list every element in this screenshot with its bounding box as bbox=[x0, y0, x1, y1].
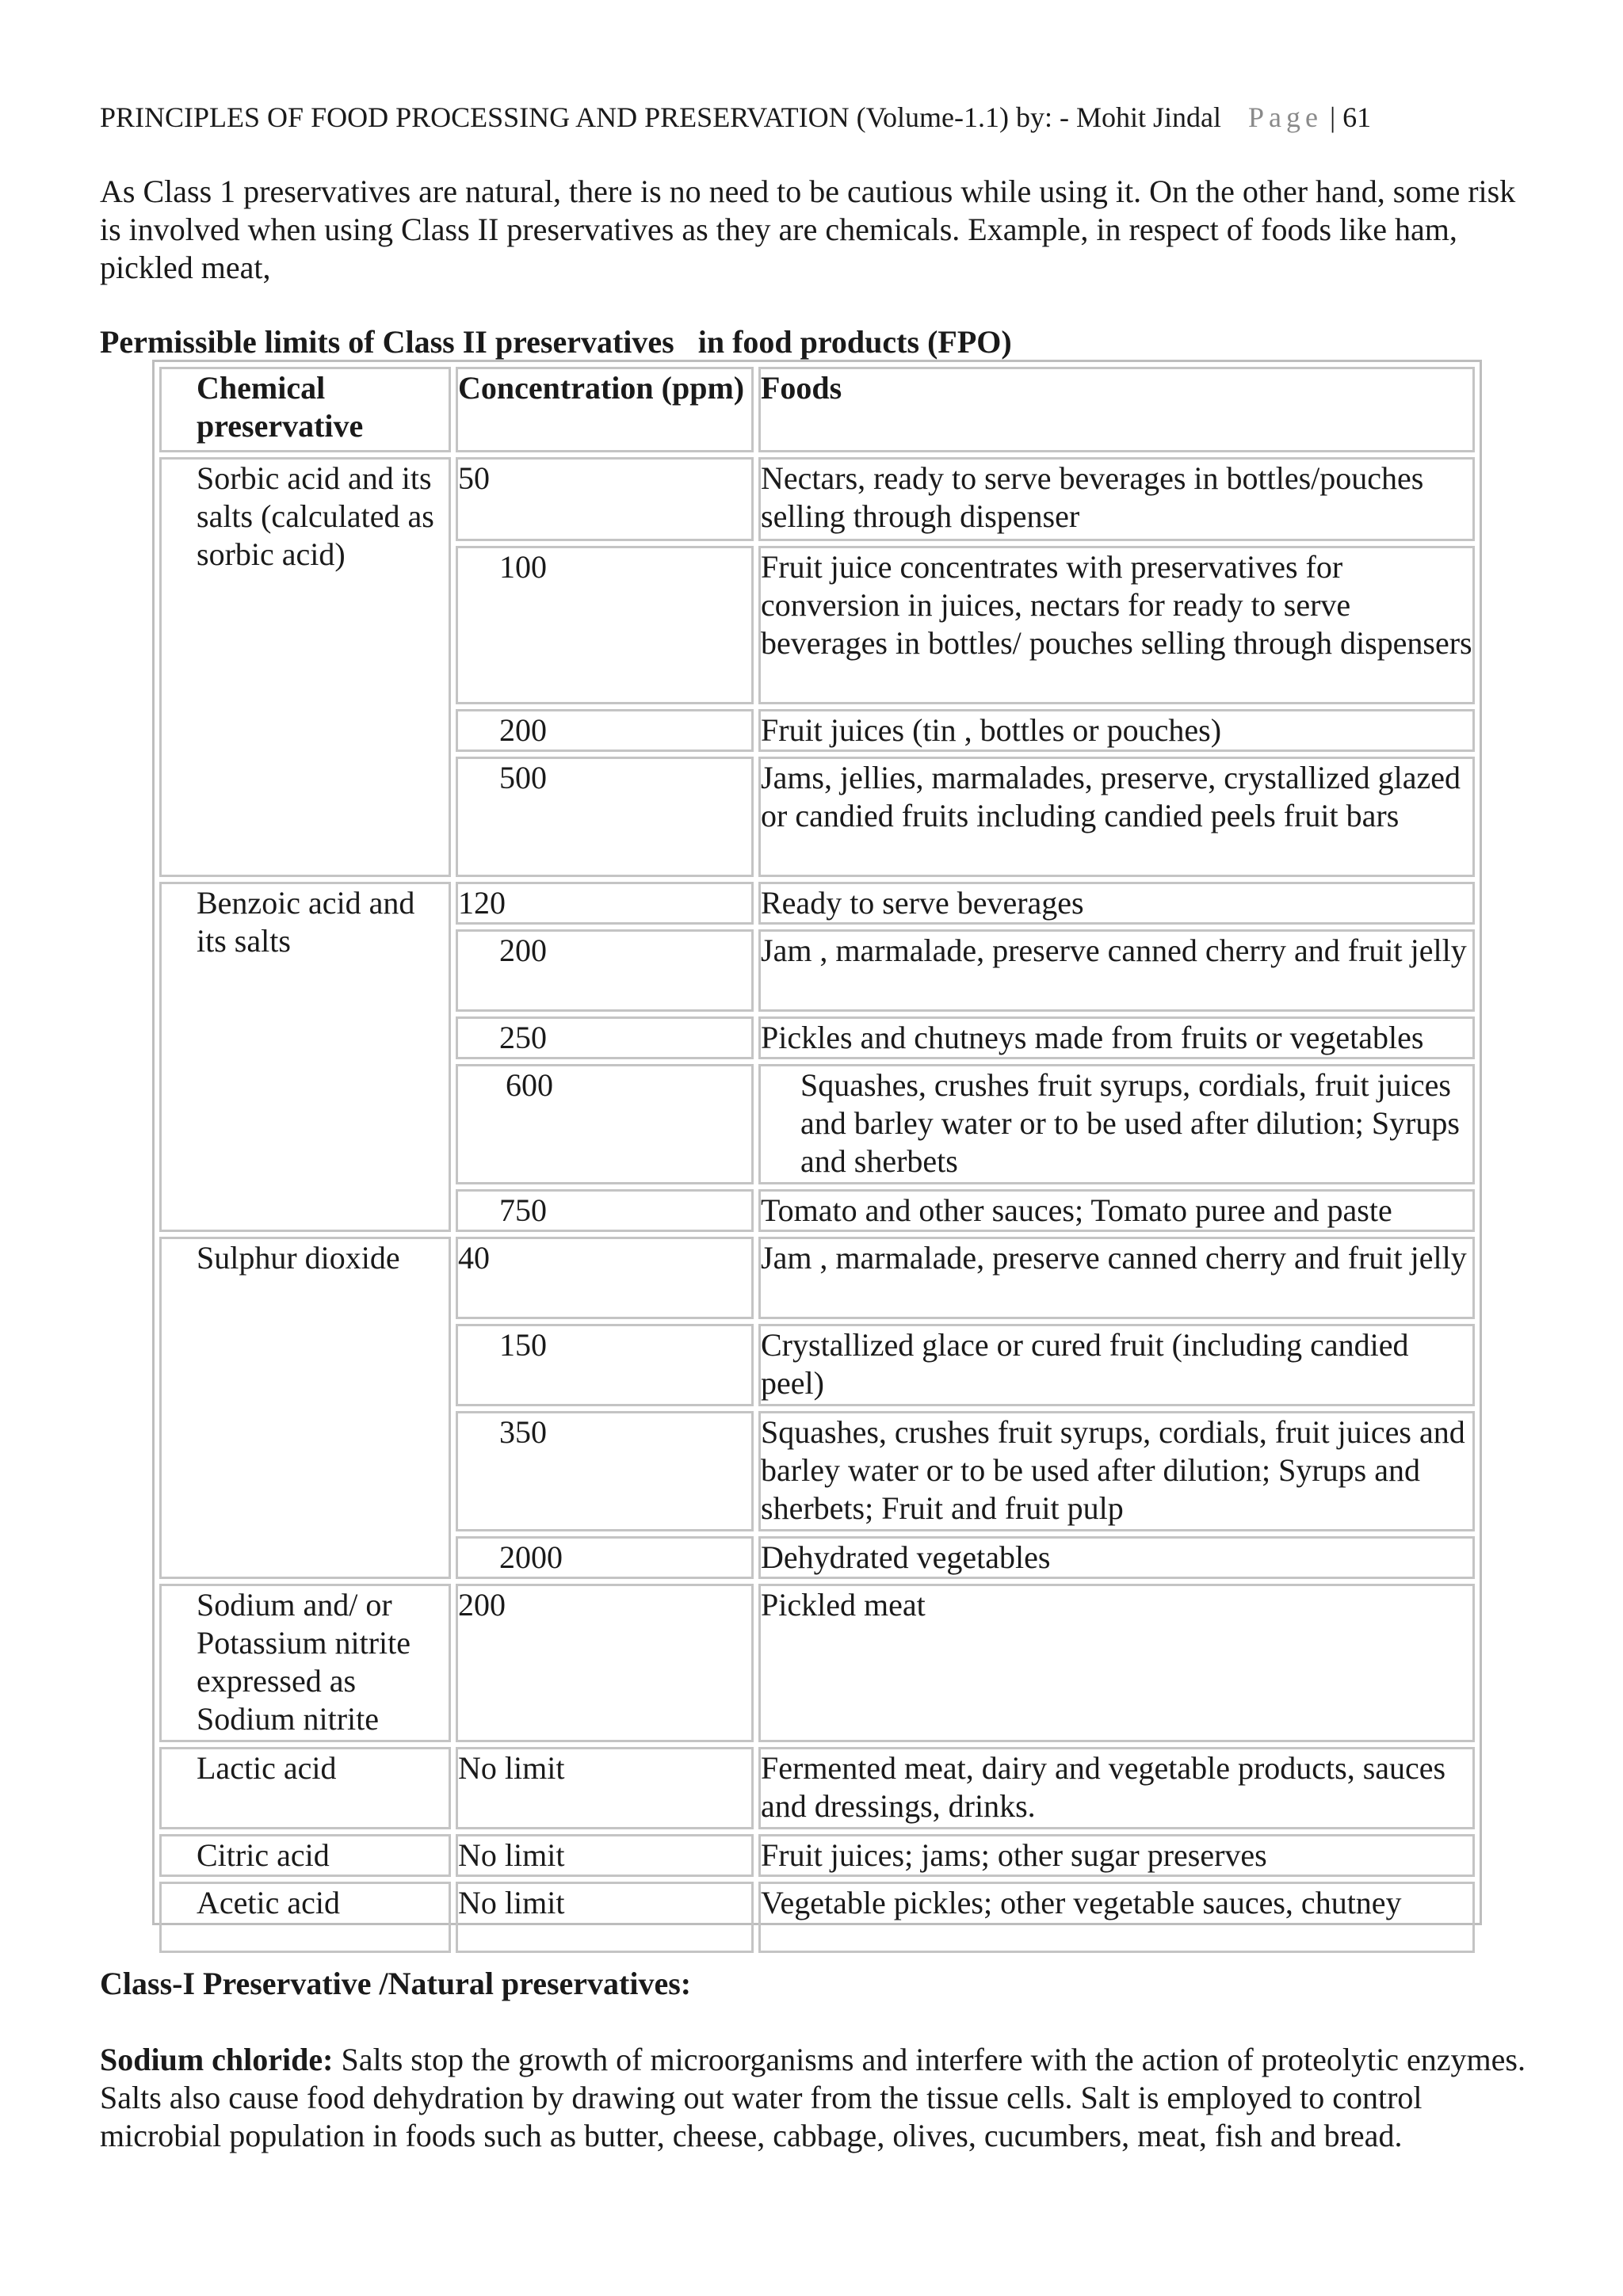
concentration-cell: No limit bbox=[456, 1834, 754, 1877]
chemical-cell: Acetic acid bbox=[159, 1882, 451, 1953]
header-chemical: Chemical preservative bbox=[159, 367, 451, 452]
foods-cell: Fruit juices; jams; other sugar preserves bbox=[758, 1834, 1475, 1877]
concentration-cell: 120 bbox=[456, 882, 754, 925]
concentration-cell: 750 bbox=[456, 1189, 754, 1232]
header-concentration: Concentration (ppm) bbox=[456, 367, 754, 452]
concentration-cell: No limit bbox=[456, 1882, 754, 1953]
header-title: PRINCIPLES OF FOOD PROCESSING AND PRESERVATION (Volume-1.1) by: - Mohit Jindal bbox=[100, 101, 1221, 133]
header-page-number: 61 bbox=[1342, 101, 1372, 133]
foods-cell: Dehydrated vegetables bbox=[758, 1536, 1475, 1579]
preservatives-table bbox=[155, 362, 1480, 1958]
table-row bbox=[159, 882, 1475, 925]
foods-cell: Jams, jellies, marmalades, preserve, crystallized glazed or candied fruits including candied peels fruit bars bbox=[758, 757, 1475, 877]
chemical-cell: Lactic acid bbox=[159, 1747, 451, 1829]
concentration-cell: 2000 bbox=[456, 1536, 754, 1579]
foods-cell: Pickles and chutneys made from fruits or vegetables bbox=[758, 1016, 1475, 1059]
foods-cell: Fruit juices (tin , bottles or pouches) bbox=[758, 709, 1475, 752]
foods-cell: Crystallized glace or cured fruit (including candied peel) bbox=[758, 1324, 1475, 1406]
foods-cell: Jam , marmalade, preserve canned cherry and fruit jelly bbox=[758, 1237, 1475, 1319]
foods-cell: Tomato and other sauces; Tomato puree and paste bbox=[758, 1189, 1475, 1232]
concentration-cell: No limit bbox=[456, 1747, 754, 1829]
table-caption: Permissible limits of Class II preservatives in food products (FPO) bbox=[100, 324, 1012, 360]
concentration-cell: 600 bbox=[456, 1064, 754, 1184]
paragraph-text: Salts stop the growth of microorganisms and interfere with the action of proteolytic enzymes. Salts also cause food dehydration by drawing out water from the tissue cells. Salt is employed to control microbial population in foods such as butter, cheese, cabbage, olives, cucumbers, meat, fish and bread. bbox=[100, 2042, 1526, 2153]
concentration-cell: 100 bbox=[456, 546, 754, 704]
foods-cell: Squashes, crushes fruit syrups, cordials, fruit juices and barley water or to be used after dilution; Syrups and sherbets; Fruit and fruit pulp bbox=[758, 1411, 1475, 1531]
foods-cell: Nectars, ready to serve beverages in bottles/pouches selling through dispenser bbox=[758, 457, 1475, 541]
sodium-chloride-paragraph bbox=[100, 2041, 1526, 2155]
chemical-cell: Sorbic acid and its salts (calculated as sorbic acid) bbox=[159, 457, 451, 877]
page-header bbox=[100, 100, 1526, 135]
foods-cell: Jam , marmalade, preserve canned cherry and fruit jelly bbox=[758, 929, 1475, 1012]
concentration-cell: 200 bbox=[456, 709, 754, 752]
intro-paragraph: As Class 1 preservatives are natural, there is no need to be cautious while using it. On the other hand, some risk is involved when using Class II preservatives as they are chemicals. Example, in respect of foods like ham, pickled meat, bbox=[100, 174, 1516, 285]
foods-cell: Squashes, crushes fruit syrups, cordials, fruit juices and barley water or to be used after dilution; Syrups and sherbets bbox=[758, 1064, 1475, 1184]
chemical-cell: Citric acid bbox=[159, 1834, 451, 1877]
chemical-cell: Benzoic acid and its salts bbox=[159, 882, 451, 1232]
foods-cell: Fruit juice concentrates with preservatives for conversion in juices, nectars for ready to serve beverages in bottles/ pouches selling through dispensers bbox=[758, 546, 1475, 704]
table-row bbox=[159, 1584, 1475, 1742]
foods-cell: Ready to serve beverages bbox=[758, 882, 1475, 925]
header-separator: | bbox=[1329, 101, 1336, 133]
chemical-cell: Sodium and/ or Potassium nitrite expressed as Sodium nitrite bbox=[159, 1584, 451, 1742]
concentration-cell: 500 bbox=[456, 757, 754, 877]
concentration-cell: 200 bbox=[456, 1584, 754, 1742]
paragraph-term: Sodium chloride: bbox=[100, 2042, 334, 2077]
concentration-cell: 200 bbox=[456, 929, 754, 1012]
header-page-word: Page bbox=[1247, 101, 1323, 133]
table-row bbox=[159, 457, 1475, 541]
table-row bbox=[159, 1882, 1475, 1953]
header-foods: Foods bbox=[758, 367, 1475, 452]
preservatives-table-frame bbox=[152, 360, 1482, 1925]
table-row bbox=[159, 1747, 1475, 1829]
concentration-cell: 50 bbox=[456, 457, 754, 541]
table-header-row bbox=[159, 367, 1475, 452]
concentration-cell: 150 bbox=[456, 1324, 754, 1406]
chemical-cell: Sulphur dioxide bbox=[159, 1237, 451, 1579]
concentration-cell: 40 bbox=[456, 1237, 754, 1319]
concentration-cell: 250 bbox=[456, 1016, 754, 1059]
concentration-cell: 350 bbox=[456, 1411, 754, 1531]
foods-cell: Pickled meat bbox=[758, 1584, 1475, 1742]
foods-cell: Vegetable pickles; other vegetable sauces, chutney bbox=[758, 1882, 1475, 1953]
table-row bbox=[159, 1237, 1475, 1319]
table-row bbox=[159, 1834, 1475, 1877]
section-title: Class-I Preservative /Natural preservatives: bbox=[100, 1966, 692, 2001]
foods-cell: Fermented meat, dairy and vegetable products, sauces and dressings, drinks. bbox=[758, 1747, 1475, 1829]
